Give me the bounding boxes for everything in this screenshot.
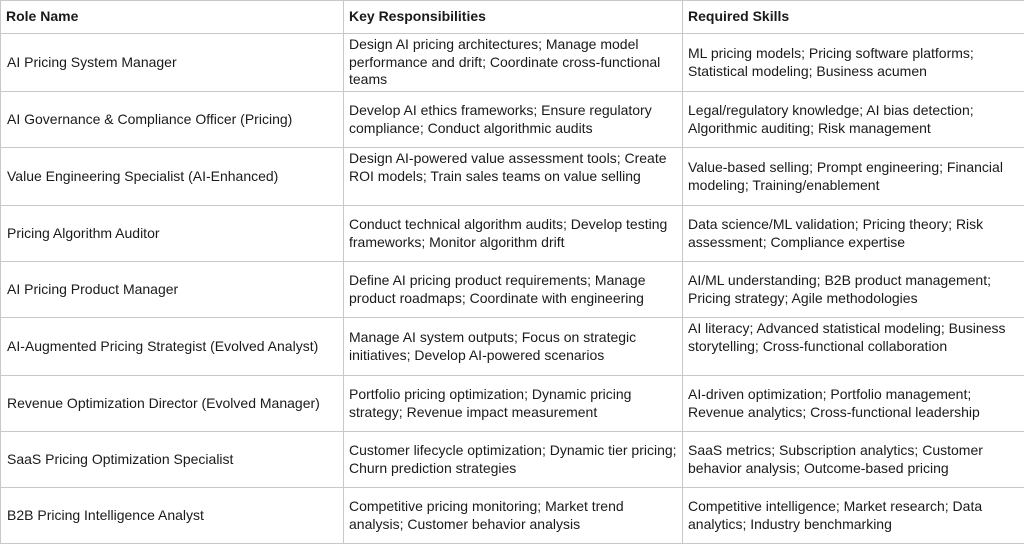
skills-cell: Legal/regulatory knowledge; AI bias detection; Algorithmic auditing; Risk management [683,92,1024,148]
table-row [1,488,1024,544]
responsibilities-cell: Define AI pricing product requirements; Manage product roadmaps; Coordinate with engineering [344,262,683,318]
role-name-cell: AI Pricing System Manager [1,34,344,92]
header-row [1,1,1024,34]
skills-cell: Value-based selling; Prompt engineering; Financial modeling; Training/enablement [683,148,1024,206]
role-name-cell: AI Pricing Product Manager [1,262,344,318]
skills-cell: AI literacy; Advanced statistical modeling; Business storytelling; Cross-functional collaboration [683,318,1024,376]
table-row [1,432,1024,488]
responsibilities-cell: Develop AI ethics frameworks; Ensure regulatory compliance; Conduct algorithmic audits [344,92,683,148]
responsibilities-cell: Manage AI system outputs; Focus on strategic initiatives; Develop AI-powered scenarios [344,318,683,376]
table-row [1,34,1024,92]
table-row [1,318,1024,376]
responsibilities-cell: Portfolio pricing optimization; Dynamic pricing strategy; Revenue impact measurement [344,376,683,432]
skills-cell: ML pricing models; Pricing software platforms; Statistical modeling; Business acumen [683,34,1024,92]
responsibilities-cell: Conduct technical algorithm audits; Develop testing frameworks; Monitor algorithm drift [344,206,683,262]
role-name-cell: SaaS Pricing Optimization Specialist [1,432,344,488]
skills-cell: SaaS metrics; Subscription analytics; Customer behavior analysis; Outcome-based pricing [683,432,1024,488]
skills-cell: AI/ML understanding; B2B product management; Pricing strategy; Agile methodologies [683,262,1024,318]
skills-cell: AI-driven optimization; Portfolio management; Revenue analytics; Cross-functional leadership [683,376,1024,432]
role-name-cell: AI Governance & Compliance Officer (Pricing) [1,92,344,148]
role-name-cell: B2B Pricing Intelligence Analyst [1,488,344,544]
table-row [1,148,1024,206]
header-role-name: Role Name [1,1,344,34]
skills-cell: Data science/ML validation; Pricing theory; Risk assessment; Compliance expertise [683,206,1024,262]
role-name-cell: Pricing Algorithm Auditor [1,206,344,262]
skills-cell: Competitive intelligence; Market research; Data analytics; Industry benchmarking [683,488,1024,544]
header-key-responsibilities: Key Responsibilities [344,1,683,34]
responsibilities-cell: Design AI-powered value assessment tools; Create ROI models; Train sales teams on value selling [344,148,683,206]
role-name-cell: AI-Augmented Pricing Strategist (Evolved Analyst) [1,318,344,376]
role-name-cell: Value Engineering Specialist (AI-Enhanced) [1,148,344,206]
responsibilities-cell: Customer lifecycle optimization; Dynamic tier pricing; Churn prediction strategies [344,432,683,488]
responsibilities-cell: Design AI pricing architectures; Manage model performance and drift; Coordinate cross-functional teams [344,34,683,92]
table-row [1,376,1024,432]
table-row [1,92,1024,148]
table-row [1,206,1024,262]
role-name-cell: Revenue Optimization Director (Evolved Manager) [1,376,344,432]
table-row [1,262,1024,318]
header-required-skills: Required Skills [683,1,1024,34]
responsibilities-cell: Competitive pricing monitoring; Market trend analysis; Customer behavior analysis [344,488,683,544]
